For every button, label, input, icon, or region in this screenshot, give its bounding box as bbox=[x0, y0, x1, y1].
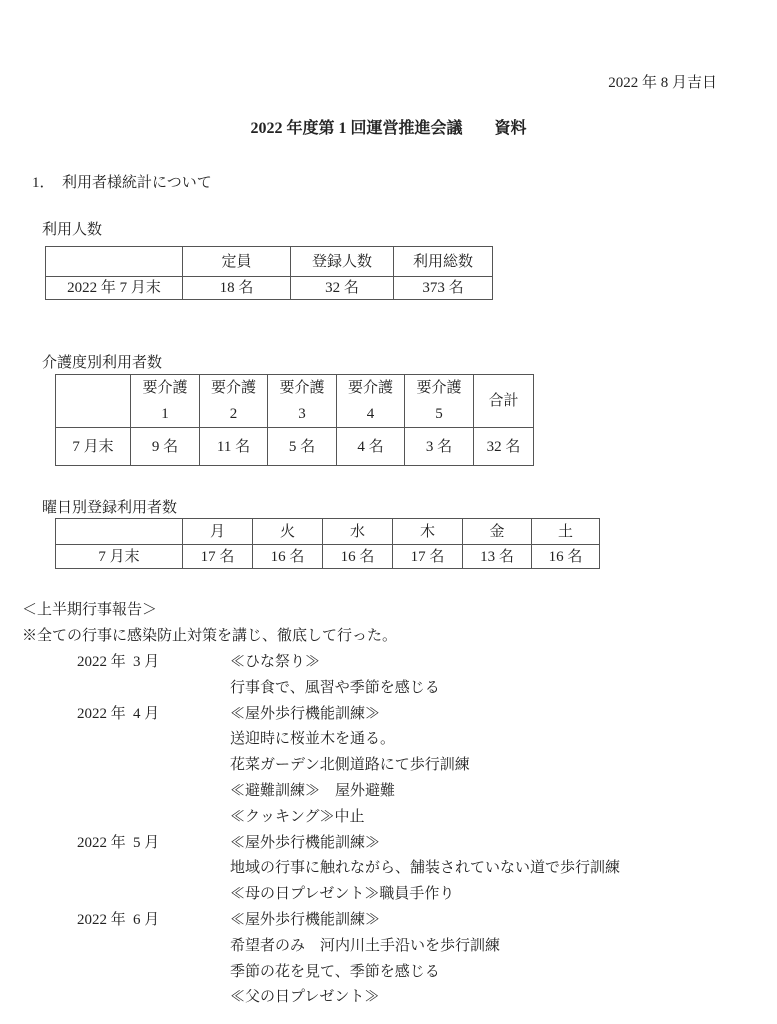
header-level: 3 bbox=[298, 406, 306, 422]
page-title: 2022 年度第 1 回運営推進会議 資料 bbox=[250, 120, 527, 137]
event-line bbox=[0, 834, 777, 860]
header-cell bbox=[268, 375, 337, 428]
event-line bbox=[0, 937, 777, 963]
event-year: 2022 年 bbox=[77, 834, 126, 851]
event-text: ≪屋外歩行機能訓練≫ bbox=[230, 705, 381, 722]
event-text: 送迎時に桜並木を通る。 bbox=[230, 731, 396, 748]
event-month: 3 月 bbox=[133, 654, 160, 670]
event-text: 地域の行事に触れながら、舗装されていない道で歩行訓練 bbox=[230, 860, 621, 877]
header-label: 要介護 bbox=[416, 380, 462, 396]
header-cell: 土 bbox=[532, 519, 600, 545]
event-year: 2022 年 bbox=[77, 705, 126, 722]
event-line bbox=[0, 963, 777, 989]
header-label: 要介護 bbox=[142, 380, 188, 396]
header-cell: 登録人数 bbox=[291, 247, 394, 277]
event-text: 季節の花を見て、季節を感じる bbox=[230, 963, 440, 980]
table-cell: 17 名 bbox=[393, 545, 463, 569]
care-caption: 介護度別利用者数 bbox=[42, 355, 163, 371]
table-cell: 11 名 bbox=[200, 428, 268, 466]
header-label: 要介護 bbox=[347, 380, 393, 396]
event-line bbox=[0, 911, 777, 937]
header-cell: 水 bbox=[323, 519, 393, 545]
table-cell: 32 名 bbox=[291, 277, 394, 300]
table-cell: 7 月末 bbox=[56, 428, 131, 466]
event-text: ≪父の日プレゼント≫ bbox=[230, 989, 380, 1006]
header-cell: 火 bbox=[253, 519, 323, 545]
event-text: ≪屋外歩行機能訓練≫ bbox=[230, 912, 381, 928]
event-line bbox=[0, 988, 777, 1014]
header-label: 要介護 bbox=[210, 380, 256, 396]
header-cell bbox=[46, 247, 183, 277]
event-text: ≪ひな祭り≫ bbox=[230, 654, 321, 670]
table-cell: 373 名 bbox=[394, 277, 493, 300]
table-cell: 2022 年 7 月末 bbox=[46, 277, 183, 300]
header-cell: 金 bbox=[463, 519, 532, 545]
report-note: ※全ての行事に感染防止対策を講じ、徹底して行った。 bbox=[22, 628, 398, 644]
event-line bbox=[0, 705, 777, 731]
event-text: 行事食で、風習や季節を感じる bbox=[230, 679, 440, 696]
header-cell bbox=[337, 375, 405, 428]
header-level: 5 bbox=[435, 406, 443, 422]
event-month: 4 月 bbox=[133, 705, 160, 722]
header-cell: 定員 bbox=[183, 247, 291, 277]
header-cell: 合計 bbox=[474, 375, 534, 428]
table-cell: 16 名 bbox=[323, 545, 393, 569]
table-cell: 32 名 bbox=[474, 428, 534, 466]
event-line bbox=[0, 653, 777, 679]
event-text: ≪避難訓練≫ 屋外避難 bbox=[230, 783, 396, 799]
usage-caption: 利用人数 bbox=[42, 222, 103, 238]
event-text: 花菜ガーデン北側道路にて歩行訓練 bbox=[230, 757, 470, 774]
event-month: 6 月 bbox=[133, 912, 160, 928]
document-date: 2022 年 8 月吉日 bbox=[608, 75, 717, 91]
table-cell: 7 月末 bbox=[56, 545, 183, 569]
header-cell bbox=[131, 375, 200, 428]
header-level: 2 bbox=[229, 406, 238, 422]
header-cell: 木 bbox=[393, 519, 463, 545]
event-year: 2022 年 bbox=[77, 654, 126, 670]
table-cell: 16 名 bbox=[532, 545, 600, 569]
table-cell: 18 名 bbox=[183, 277, 291, 300]
event-text: ≪母の日プレゼント≫職員手作り bbox=[230, 886, 455, 903]
event-line bbox=[0, 859, 777, 885]
event-line bbox=[0, 808, 777, 834]
table-cell: 3 名 bbox=[405, 428, 474, 466]
event-text: ≪クッキング≫中止 bbox=[230, 808, 365, 825]
header-label: 要介護 bbox=[279, 380, 325, 396]
table-cell: 17 名 bbox=[183, 545, 253, 569]
header-cell bbox=[56, 519, 183, 545]
event-line bbox=[0, 885, 777, 911]
event-line bbox=[0, 756, 777, 782]
header-cell: 月 bbox=[183, 519, 253, 545]
event-month: 5 月 bbox=[133, 834, 160, 851]
header-level: 1 bbox=[161, 406, 169, 422]
table-cell: 9 名 bbox=[131, 428, 200, 466]
header-cell bbox=[56, 375, 131, 428]
header-cell bbox=[405, 375, 474, 428]
event-line bbox=[0, 679, 777, 705]
table-cell: 4 名 bbox=[337, 428, 405, 466]
section-heading: 1． 利用者様統計について bbox=[32, 175, 212, 191]
event-text: 希望者のみ 河内川土手沿いを歩行訓練 bbox=[230, 937, 501, 954]
care-level-table bbox=[55, 374, 534, 466]
table-cell: 16 名 bbox=[253, 545, 323, 569]
weekday-table bbox=[55, 518, 600, 569]
weekday-caption: 曜日別登録利用者数 bbox=[42, 500, 178, 516]
table-cell: 5 名 bbox=[268, 428, 337, 466]
event-year: 2022 年 bbox=[77, 912, 126, 928]
header-cell bbox=[200, 375, 268, 428]
event-line bbox=[0, 782, 777, 808]
event-text: ≪屋外歩行機能訓練≫ bbox=[230, 834, 381, 851]
header-cell: 利用総数 bbox=[394, 247, 493, 277]
table-cell: 13 名 bbox=[463, 545, 532, 569]
header-level: 4 bbox=[366, 406, 375, 422]
report-heading: ＜上半期行事報告＞ bbox=[22, 602, 158, 618]
event-line bbox=[0, 730, 777, 756]
usage-table bbox=[45, 246, 493, 300]
